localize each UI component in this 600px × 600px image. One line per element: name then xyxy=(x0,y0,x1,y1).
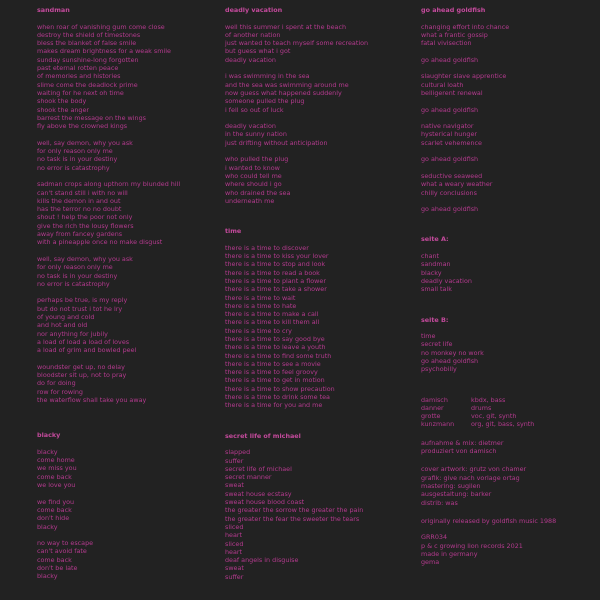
text-line: chant xyxy=(421,252,440,261)
band-credits xyxy=(421,396,593,429)
text-line: i fell so out of luck xyxy=(225,105,284,114)
design-credits xyxy=(421,465,593,506)
line-gap xyxy=(37,531,217,539)
text-line: heart xyxy=(225,531,243,540)
text-line: just drifting without anticipation xyxy=(225,138,328,147)
text-line: shout ! help the poor not only xyxy=(37,213,133,222)
text-line: shook the body xyxy=(37,97,87,106)
text-line: sliced xyxy=(225,522,244,531)
text-line: seductive seaweed xyxy=(421,171,483,180)
lyrics xyxy=(37,448,217,581)
text-line: aufnahme & mix: dietmer xyxy=(421,438,504,447)
credit-role: kbdx, bass xyxy=(471,395,506,404)
text-line: there is a time to cry xyxy=(225,326,292,335)
text-line: and the sea was swimming around me xyxy=(225,80,349,89)
text-line: p & c growing lion records 2021 xyxy=(421,541,523,550)
text-line: there is a time to take a shower xyxy=(225,285,327,294)
song-title: blacky xyxy=(37,431,61,440)
text-line: bloodster sit up, not to pray xyxy=(37,371,127,380)
text-line: has the terror no no doubt xyxy=(37,205,122,214)
text-line: for only reason only me xyxy=(37,147,113,156)
line-gap xyxy=(37,354,217,362)
text-line: sweat xyxy=(225,564,244,573)
text-line: there is a time to make a call xyxy=(225,310,319,319)
text-line: but guess what i got xyxy=(225,47,291,56)
text-line: makes dream brightness for a weak smile xyxy=(37,47,171,56)
text-line: a load of grim and bowled peel xyxy=(37,346,137,355)
song-sandman xyxy=(37,6,217,404)
text-line: distrib: was xyxy=(421,498,458,507)
credit-row xyxy=(421,396,593,404)
text-line: there is a time to feel groovy xyxy=(225,368,318,377)
song-title: deadly vacation xyxy=(225,6,283,14)
text-line: grafik: give nach vorlage ortag xyxy=(421,473,520,482)
text-line: belligerent renewal xyxy=(421,88,483,97)
text-line: come home xyxy=(37,456,75,465)
text-line: there is a time to say good bye xyxy=(225,334,325,343)
line-gap xyxy=(421,197,593,205)
song-title: sandman xyxy=(37,6,70,14)
text-line: slaughter slave apprentice xyxy=(421,72,507,81)
text-line: slapped xyxy=(225,448,251,457)
lyrics xyxy=(225,448,410,581)
line-gap xyxy=(421,64,593,72)
text-line: perhaps be true, is my reply xyxy=(37,296,128,305)
text-line: made in germany xyxy=(421,550,478,559)
text-line: mastering: sugilen xyxy=(421,481,481,490)
text-line: go ahead goldfish xyxy=(421,356,479,365)
text-line: can't stand still i with no will xyxy=(37,188,128,197)
text-line: the greater the fear the sweeter the tears xyxy=(225,514,360,523)
song-title: go ahead goldfish xyxy=(421,6,486,14)
text-line: blacky xyxy=(421,268,442,277)
song-time xyxy=(225,227,410,410)
line-gap xyxy=(421,147,593,155)
text-line: sweat house ecstasy xyxy=(225,489,292,498)
text-line: bless the blanket of false smile xyxy=(37,39,137,48)
text-line: there is a time to leave a youth xyxy=(225,343,326,352)
text-line: psychobilly xyxy=(421,365,457,374)
text-line: there is a time to discover xyxy=(225,243,309,252)
text-line: time xyxy=(421,332,436,341)
text-line: there is a time to hate xyxy=(225,301,297,310)
text-line: native navigator xyxy=(421,122,474,131)
text-line: waiting for he next oh time xyxy=(37,88,124,97)
text-line: there is a time to show precaution xyxy=(225,384,335,393)
text-line: come back xyxy=(37,555,72,564)
line-gap xyxy=(225,64,410,72)
song-deadly-vacation xyxy=(225,6,410,205)
text-line: for only reason only me xyxy=(37,263,113,272)
credit-name: kunzmann xyxy=(421,420,455,429)
text-line: sweat xyxy=(225,481,244,490)
line-gap xyxy=(421,164,593,172)
text-line: of memories and histories xyxy=(37,72,121,81)
text-line: i was swimming in the sea xyxy=(225,72,310,81)
text-line: we find you xyxy=(37,497,75,506)
production-lines xyxy=(421,439,593,456)
text-line: give the rich the lousy flowers xyxy=(37,221,134,230)
tracklist-side-a xyxy=(421,235,593,293)
text-line: there is a time to plant a flower xyxy=(225,276,326,285)
text-line: slime come the deadlock prime xyxy=(37,80,138,89)
lyrics xyxy=(225,23,410,206)
text-line: there is a time to read a book xyxy=(225,268,320,277)
text-line: small talk xyxy=(421,285,452,294)
credit-name: damisch xyxy=(421,395,448,404)
text-line: there is a time to find some truth xyxy=(225,351,332,360)
text-line: there is a time to kill them all xyxy=(225,318,320,327)
text-line: gema xyxy=(421,558,440,567)
text-line: just wanted to teach myself some recreation xyxy=(225,39,369,48)
text-line: underneath me xyxy=(225,196,275,205)
text-line: deaf angels in disguise xyxy=(225,556,299,565)
release-info xyxy=(421,517,593,567)
text-line: we love you xyxy=(37,481,76,490)
text-line: blacky xyxy=(37,522,58,531)
text-line: a load of load a load of loves xyxy=(37,337,130,346)
text-line: go ahead goldfish xyxy=(421,205,479,214)
text-line: who pulled the plug xyxy=(225,155,289,164)
text-line: hysterical hunger xyxy=(421,130,478,139)
text-line: go ahead goldfish xyxy=(421,155,479,164)
side-title: seite B: xyxy=(421,315,449,324)
text-line: scarlet vehemence xyxy=(421,138,482,147)
lyrics xyxy=(225,244,410,410)
text-line: no error is catastrophy xyxy=(37,279,110,288)
text-line: shook the anger xyxy=(37,105,90,114)
text-line: with a pineapple once no make disgust xyxy=(37,238,163,247)
line-gap xyxy=(421,525,593,533)
text-line: deadly vacation xyxy=(225,55,276,64)
production-credits xyxy=(421,439,593,456)
line-gap xyxy=(225,114,410,122)
text-line: of another nation xyxy=(225,30,281,39)
text-line: sandman xyxy=(421,260,451,269)
credit-role: org, git, bass, synth xyxy=(471,420,535,429)
track-list xyxy=(421,252,593,293)
text-line: fatal vivisection xyxy=(421,39,472,48)
column-1 xyxy=(37,6,217,591)
song-go-ahead-goldfish xyxy=(421,6,593,213)
lyrics xyxy=(37,23,217,405)
text-line: barrest the message on the wings xyxy=(37,113,146,122)
text-line: the waterflow shall take you away xyxy=(37,395,147,404)
text-line: produziert von damisch xyxy=(421,447,497,456)
text-line: of young and cold xyxy=(37,312,95,321)
side-title: seite A: xyxy=(421,235,449,244)
line-gap xyxy=(421,97,593,105)
text-line: cover artwork: grutz von chamer xyxy=(421,465,527,474)
text-line: sunday sunshine-long forgotten xyxy=(37,55,139,64)
text-line: what a weary weather xyxy=(421,180,493,189)
text-line: away from fancey gardens xyxy=(37,230,123,239)
credit-row xyxy=(421,420,593,428)
song-title: secret life of michael xyxy=(225,431,301,440)
text-line: there is a time to get in motion xyxy=(225,376,325,385)
text-line: there is a time to see a movie xyxy=(225,359,321,368)
credit-role: voc, git, synth xyxy=(471,412,517,421)
text-line: no error is catastrophy xyxy=(37,163,110,172)
text-line: no task is in your destiny xyxy=(37,271,118,280)
text-line: no task is in your destiny xyxy=(37,155,118,164)
text-line: there is a time to kiss your lover xyxy=(225,252,329,261)
text-line: originally released by goldfish music 1988 xyxy=(421,516,557,525)
credit-name: danner xyxy=(421,403,444,412)
text-line: sweat house blood coast xyxy=(225,498,305,507)
column-2 xyxy=(225,6,410,591)
text-line: don't hide xyxy=(37,514,70,523)
line-gap xyxy=(37,489,217,497)
text-line: deadly vacation xyxy=(225,122,276,131)
text-line: there is a time to wait xyxy=(225,293,296,302)
credit-role: drums xyxy=(471,403,492,412)
text-line: come back xyxy=(37,472,72,481)
song-secret-life xyxy=(225,432,410,581)
text-line: GRR034 xyxy=(421,533,448,542)
text-line: row for rowing xyxy=(37,387,83,396)
text-line: who could tell me xyxy=(225,171,282,180)
text-line: in the sunny nation xyxy=(225,130,287,139)
text-line: well, say demon, why you ask xyxy=(37,254,133,263)
text-line: when roar of vanishing gum come close xyxy=(37,22,165,31)
line-gap xyxy=(37,130,217,138)
text-line: deadly vacation xyxy=(421,276,472,285)
line-gap xyxy=(421,114,593,122)
track-list xyxy=(421,332,593,373)
text-line: well this summer i spent at the beach xyxy=(225,22,347,31)
text-line: who drained the sea xyxy=(225,188,291,197)
song-blacky xyxy=(37,431,217,580)
text-line: someone pulled the plug xyxy=(225,97,305,106)
text-line: suffer xyxy=(225,456,244,465)
lyrics xyxy=(421,23,593,214)
text-line: suffer xyxy=(225,572,244,581)
text-line: come back xyxy=(37,505,72,514)
text-line: changing effort into chance xyxy=(421,22,510,31)
text-line: but do not trust i tot he lry xyxy=(37,304,123,313)
text-line: woundster get up, no delay xyxy=(37,362,125,371)
text-line: sadman crops along upthorn my blunded hill xyxy=(37,180,181,189)
text-line: don't be late xyxy=(37,564,78,572)
text-line: go ahead goldfish xyxy=(421,105,479,114)
line-gap xyxy=(225,147,410,155)
design-lines xyxy=(421,465,593,506)
line-gap xyxy=(421,47,593,55)
text-line: no way to escape xyxy=(37,539,94,548)
text-line: i wanted to know xyxy=(225,163,280,172)
text-line: go ahead goldfish xyxy=(421,55,479,64)
text-line: secret manner xyxy=(225,473,272,482)
credit-row xyxy=(421,412,593,420)
text-line: destroy the shield of timestones xyxy=(37,30,141,39)
tracklist-side-b xyxy=(421,316,593,374)
text-line: the greater the sorrow the greater the pain xyxy=(225,506,364,515)
text-line: nor anything for jubily xyxy=(37,329,108,338)
text-line: there is a time to drink some tea xyxy=(225,393,330,402)
credit-name: grotte xyxy=(421,412,441,421)
text-line: where should i go xyxy=(225,180,282,189)
line-gap xyxy=(37,172,217,180)
song-title: time xyxy=(225,227,242,236)
text-line: secret life xyxy=(421,340,453,349)
text-line: secret life of michael xyxy=(225,464,292,473)
text-line: chilly conclusions xyxy=(421,188,477,197)
text-line: can't avoid fate xyxy=(37,547,87,556)
text-line: sliced xyxy=(225,539,244,548)
text-line: now guess what happened suddenly xyxy=(225,88,342,97)
text-line: cultural loath xyxy=(421,80,464,89)
column-3 xyxy=(421,6,593,577)
text-line: kills the demon in and out xyxy=(37,196,121,205)
text-line: blacky xyxy=(37,447,58,456)
line-gap xyxy=(37,288,217,296)
text-line: ausgestaltung: barker xyxy=(421,490,492,499)
text-line: there is a time for you and me xyxy=(225,401,323,410)
release-lines xyxy=(421,517,593,567)
text-line: there is a time to stop and look xyxy=(225,260,326,269)
text-line: fly above the crowned kings xyxy=(37,122,128,131)
text-line: do for doing xyxy=(37,379,76,388)
text-line: what a frantic gossip xyxy=(421,30,488,39)
text-line: blacky xyxy=(37,572,58,581)
text-line: no monkey no work xyxy=(421,348,484,357)
text-line: we miss you xyxy=(37,464,77,473)
text-line: heart xyxy=(225,547,243,556)
line-gap xyxy=(37,247,217,255)
text-line: past eternal rotten peace xyxy=(37,64,119,73)
text-line: and hot and old xyxy=(37,321,88,330)
text-line: well, say demon, why you ask xyxy=(37,138,133,147)
credit-row xyxy=(421,404,593,412)
